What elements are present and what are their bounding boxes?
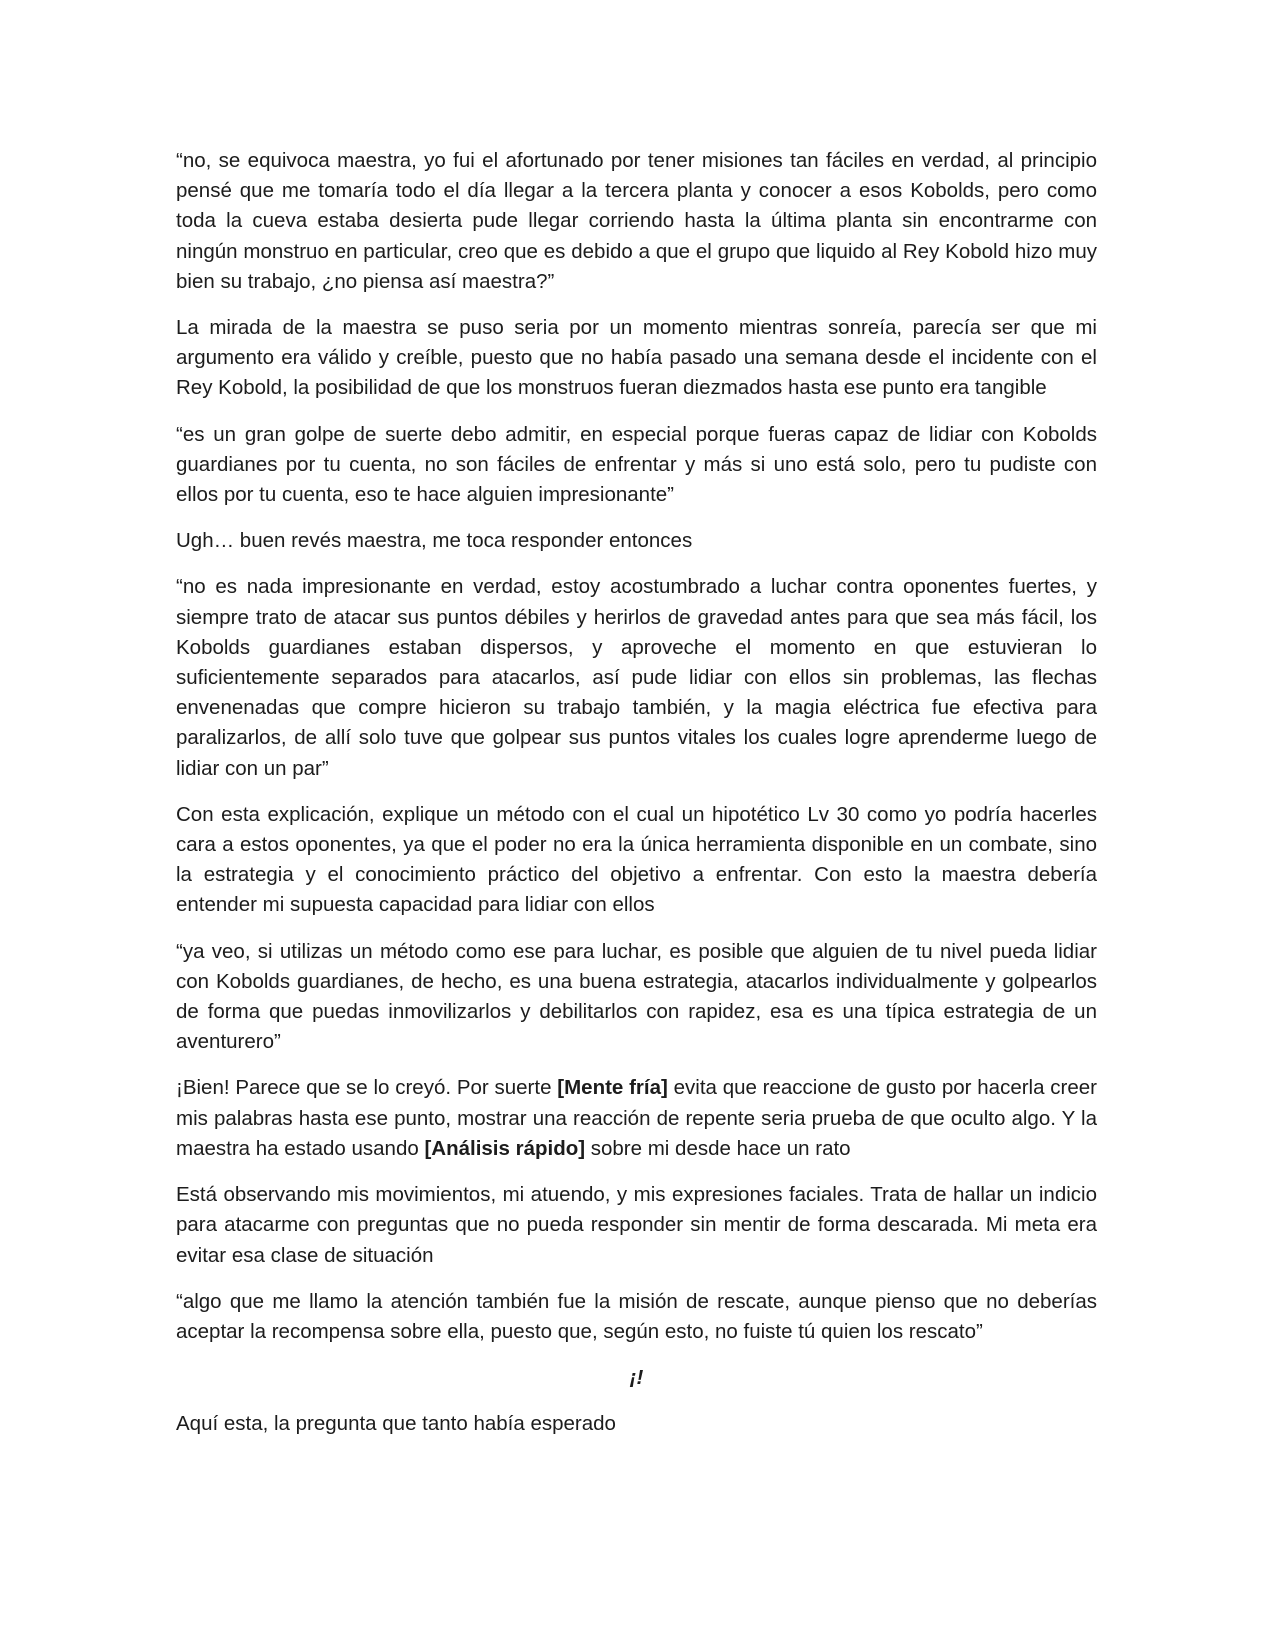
paragraph-5: “no es nada impresionante en verdad, estoy acostumbrado a luchar contra oponentes fuertes, y siempre trato de atacar sus puntos débiles y herirlos de gravedad antes para que sea más fácil, los Kobolds guardianes estaban dispersos, y aproveche el momento en que estuvieran lo suficientemente separados para atacarlos, así pude lidiar con ellos sin problemas, las flechas envenenadas que compre hicieron su trabajo también, y la magia eléctrica fue efectiva para paralizarlos, de allí solo tuve que golpear sus puntos vitales los cuales logre aprenderme luego de lidiar con un par” [176, 575, 1097, 780]
paragraph-4: Ugh… buen revés maestra, me toca responder entonces [176, 529, 693, 553]
paragraph-9: Está observando mis movimientos, mi atuendo, y mis expresiones faciales. Trata de hallar un indicio para atacarme con preguntas que no pueda responder sin mentir de forma descarada. Mi meta era evitar esa clase de situación [176, 1183, 1097, 1267]
text-column [176, 146, 1097, 1456]
skill-name-analisis-rapido: [Análisis rápido] [424, 1136, 586, 1160]
paragraph-8-text-e: sobre mi desde hace un rato [585, 1136, 851, 1160]
paragraph-8 [176, 1073, 1097, 1164]
paragraph-1: “no, se equivoca maestra, yo fui el afortunado por tener misiones tan fáciles en verdad, al principio pensé que me tomaría todo el día llegar a la tercera planta y conocer a esos Kobolds, pero como toda la cueva estaba desierta pude llegar corriendo hasta la última planta sin encontrarme con ningún monstruo en particular, creo que es debido a que el grupo que liquido al Rey Kobold hizo muy bien su trabajo, ¿no piensa así maestra?” [176, 149, 1097, 293]
paragraph-7: “ya veo, si utilizas un método como ese para luchar, es posible que alguien de tu nivel pueda lidiar con Kobolds guardianes, de hecho, es una buena estrategia, atacarlos individualmente y golpearlos de forma que puedas inmovilizarlos y debilitarlos con rapidez, esa es una típica estrategia de un aventurero” [176, 939, 1097, 1054]
skill-name-mente-fria: [Mente fría] [557, 1076, 668, 1100]
paragraph-10: “algo que me llamo la atención también fue la misión de rescate, aunque pienso que no deberías aceptar la recompensa sobre ella, puesto que, según esto, no fuiste tú quien los rescato” [176, 1289, 1097, 1343]
paragraph-2: La mirada de la maestra se puso seria por un momento mientras sonreía, parecía ser que mi argumento era válido y creíble, puesto que no había pasado una semana desde el incidente con el Rey Kobold, la posibilidad de que los monstruos fueran diezmados hasta ese punto era tangible [176, 316, 1097, 400]
exclamation-mark: ¡! [629, 1366, 644, 1390]
paragraph-8-text-a: ¡Bien! Parece que se lo creyó. Por suerte [176, 1076, 558, 1100]
paragraph-6: Con esta explicación, explique un método con el cual un hipotético Lv 30 como yo podría hacerles cara a estos oponentes, ya que el poder no era la única herramienta disponible en un combate, sino la estrategia y el conocimiento práctico del objetivo a enfrentar. Con esto la maestra debería entender mi supuesta capacidad para lidiar con ellos [176, 802, 1097, 917]
paragraph-3: “es un gran golpe de suerte debo admitir, en especial porque fueras capaz de lidiar con Kobolds guardianes por tu cuenta, no son fáciles de enfrentar y más si uno está solo, pero tu pudiste con ellos por tu cuenta, eso te hace alguien impresionante” [176, 422, 1097, 507]
paragraph-8-text-c: evita que reaccione de gusto por hacerla creer mis palabras hasta ese punto, mostrar una reacción de repente seria prueba de que oculto algo. Y la maestra ha estado usando [176, 1076, 1097, 1160]
paragraph-11: Aquí esta, la pregunta que tanto había esperado [176, 1412, 616, 1436]
